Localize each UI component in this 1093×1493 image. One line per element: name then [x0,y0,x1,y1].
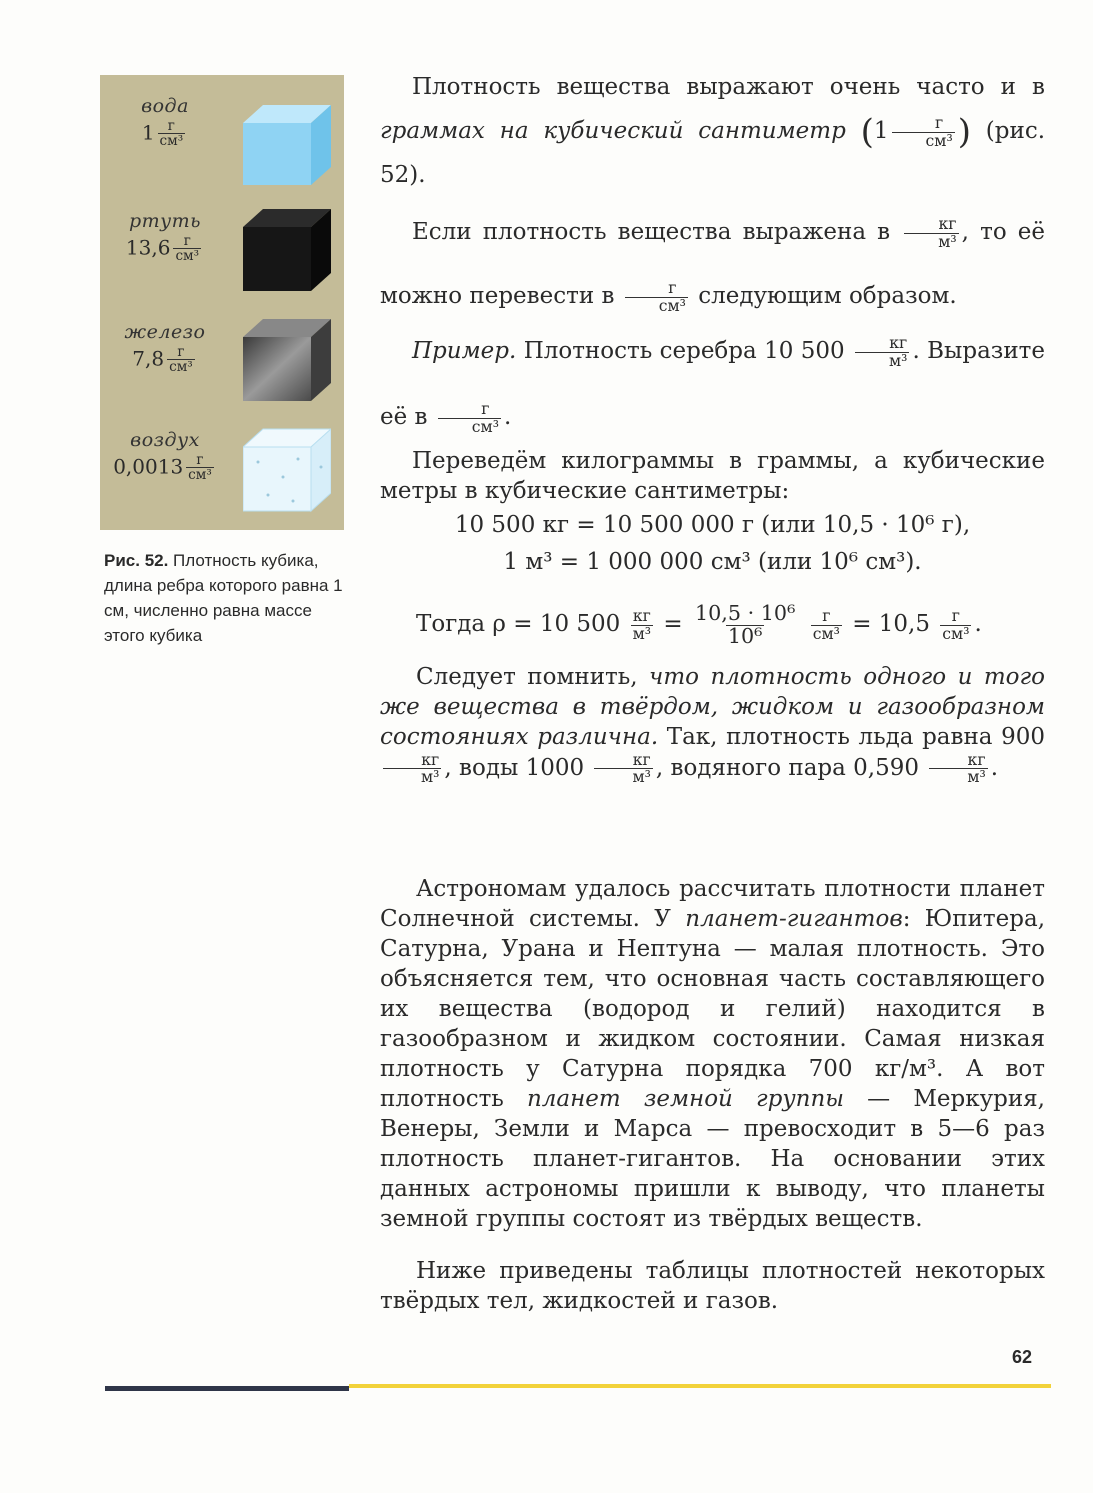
equation-density-result: Тогда ρ = 10 500 $\frac{кг}{\text{м³}}$ = $\frac{\text{10,5 · 10⁶}}{\text{10⁶}}$ $\frac{г}{\text{см³}}$ = 10,5 $\frac{г}{\text{см³}}$ . [416,600,982,648]
footer-rule-yellow [349,1384,1051,1388]
equation-mass: 10 500 кг = 10 500 000 г (или 10,5 · 10⁶ г), [454,512,971,538]
figure-52-panel [100,75,344,530]
material-density: 13,6 $\frac{г}{\text{см³}}$ [125,233,200,265]
water-cube-icon [243,103,331,187]
equation-volume: 1 м³ = 1 000 000 см³ (или 10⁶ см³). [503,549,922,575]
material-name: железо [124,321,206,343]
paragraph-planets: Астрономам удалось рассчитать плотности планет Солнечной системы. У планет-гигантов: Юпитера, Сатурна, Урана и Нептуна — малая плотность. Это объясняется тем, что основная часть составляющего их вещества (водород и гелий) находится в газообразном и жидком состоянии. Самая низкая плотность у Сатурна порядка 700 кг/м³. А вот плотность планет земной группы — Меркурия, Венеры, Земли и Марса — превосходит в 5—6 раз плотность планет-гигантов. На основании этих данных астрономы пришли к выводу, что планеты земной группы состоят из твёрдых веществ. [380,876,1045,1232]
paragraph-grams-per-cm3: Плотность вещества выражают очень часто и в граммах на кубический сантиметр (1 $\frac{г}{\text{см³}}$ ) (рис. 52). [380,74,1046,188]
material-name: ртуть [128,210,202,232]
material-density: 7,8 $\frac{г}{\text{см³}}$ [132,344,193,376]
footer-rule-dark [105,1386,349,1391]
air-cube-icon [243,427,331,513]
material-name: вода [141,95,189,117]
paragraph-conversion-intro: Если плотность вещества выражена в $\frac{кг}{\text{м³}}$ , то её можно перевести в $\frac{г}{\text{см³}}$ следующим образом. [380,214,1045,315]
material-air [100,429,230,483]
figure-caption: Рис. 52. Плотность кубика, длина ребра которого равна 1 см, численно равна массе этого кубика [104,551,343,645]
iron-cube-icon [243,317,331,403]
material-density: 1 $\frac{г}{\text{см³}}$ [141,118,184,150]
material-water [100,95,230,149]
material-density: 0,0013 $\frac{г}{\text{см³}}$ [113,452,212,484]
material-name: воздух [130,429,200,451]
paragraph-example: Пример. Плотность серебра 10 500 $\frac{кг}{\text{м³}}$ . Выразите её в $\frac{г}{\text{см³}}$ . [380,333,1045,436]
material-iron [100,321,230,375]
paragraph-states-density: Следует помнить, что плотность одного и того же вещества в твёрдом, жидком и газообразном состояниях различна. Так, плотность льда равна 900 $\frac{кг}{\text{м³}}$ , воды 1000 $\frac{кг}{\text{м³}}$ , водяного пара 0,590 $\frac{кг}{\text{м³}}$ . [380,664,1045,787]
paragraph-tables-intro: Ниже приведены таблицы плотностей некоторых твёрдых тел, жидкостей и газов. [380,1258,1045,1314]
paragraph-convert-units: Переведём килограммы в граммы, а кубические метры в кубические сантиметры: [380,448,1045,504]
material-mercury [100,210,230,264]
mercury-cube-icon [243,207,331,293]
page-number: 62 [1012,1347,1033,1367]
